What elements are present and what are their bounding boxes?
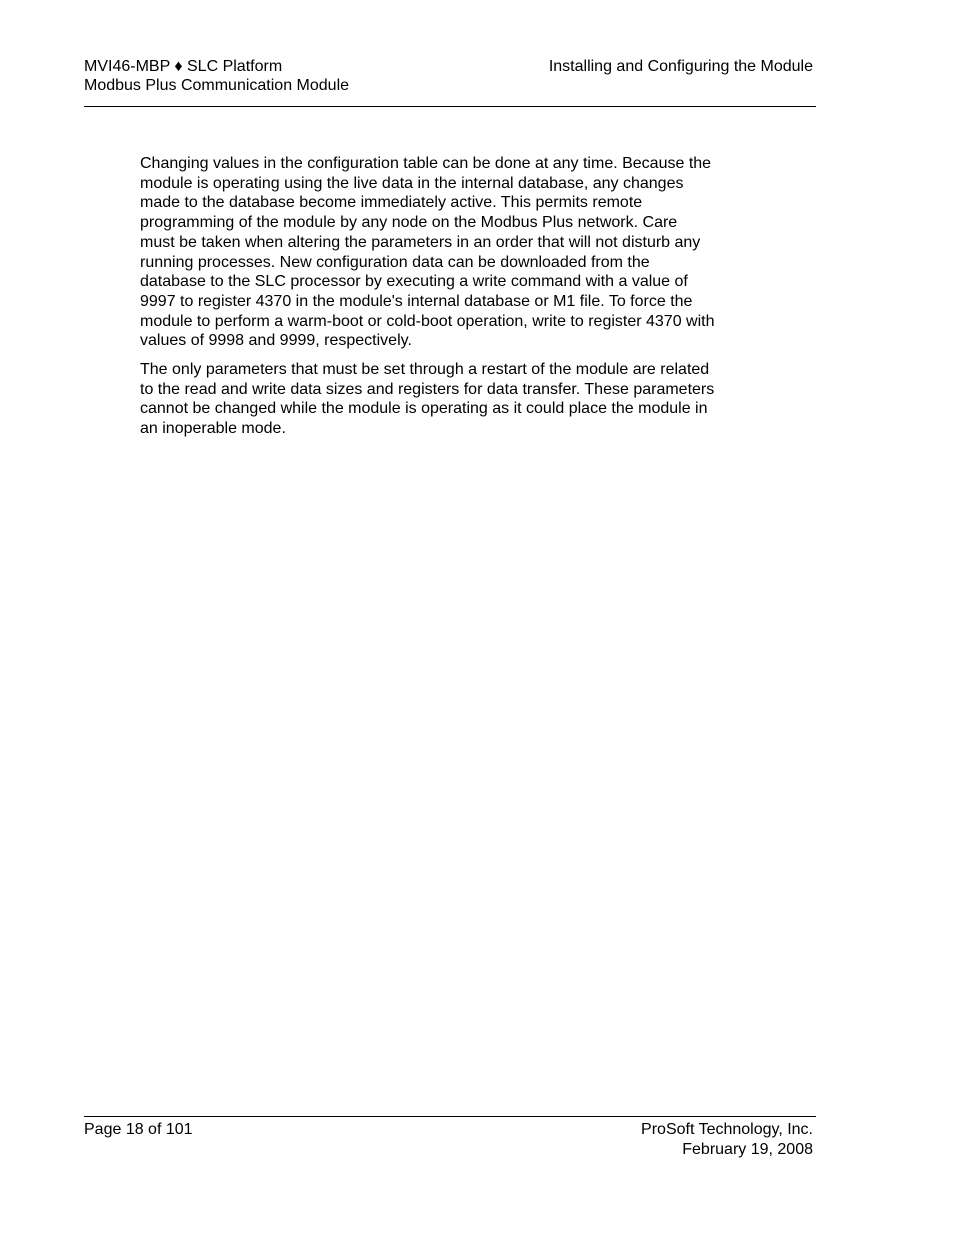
paragraph-1-line: 9997 to register 4370 in the module's internal database or M1 file. To force the [140, 292, 693, 310]
paragraph-1-line: running processes. New configuration data can be downloaded from the [140, 253, 650, 271]
paragraph-2-line: to the read and write data sizes and registers for data transfer. These parameters [140, 380, 715, 398]
paragraph-2-line: The only parameters that must be set through a restart of the module are related [140, 361, 710, 379]
paragraph-1-line: made to the database become immediately active. This permits remote [140, 194, 643, 212]
page-header [84, 55, 816, 107]
page-number: Page 18 of 101 [84, 1121, 193, 1138]
paragraph-2-line: an inoperable mode. [140, 420, 286, 438]
footer-company: ProSoft Technology, Inc. [641, 1121, 813, 1138]
footer-publisher-info [641, 1120, 813, 1159]
paragraph-1-line: module to perform a warm-boot or cold-boot operation, write to register 4370 with [140, 312, 715, 330]
paragraph-1-line: values of 9998 and 9999, respectively. [140, 332, 412, 350]
header-module-name: Modbus Plus Communication Module [84, 77, 350, 94]
paragraph-1-line: Changing values in the configuration table can be done at any time. Because the [140, 155, 712, 172]
header-section-title: Installing and Configuring the Module [548, 58, 813, 75]
paragraph-1-line: programming of the module by any node on the Modbus Plus network. Care [140, 214, 678, 232]
footer-date: February 19, 2008 [682, 1140, 813, 1158]
document-body [140, 154, 770, 448]
paragraph-1 [140, 154, 770, 351]
paragraph-2 [140, 360, 770, 439]
header-product-info [84, 57, 349, 95]
paragraph-1-line: must be taken when altering the parameters in an order that will not disturb any [140, 233, 701, 251]
header-product-title: MVI46-MBP ♦ SLC Platform [84, 58, 283, 75]
paragraph-1-line: database to the SLC processor by executing a write command with a value of [140, 273, 688, 291]
paragraph-1-line: module is operating using the live data in the internal database, any changes [140, 174, 684, 192]
paragraph-2-line: cannot be changed while the module is operating as it could place the module in [140, 400, 708, 418]
page-footer [84, 1116, 816, 1158]
